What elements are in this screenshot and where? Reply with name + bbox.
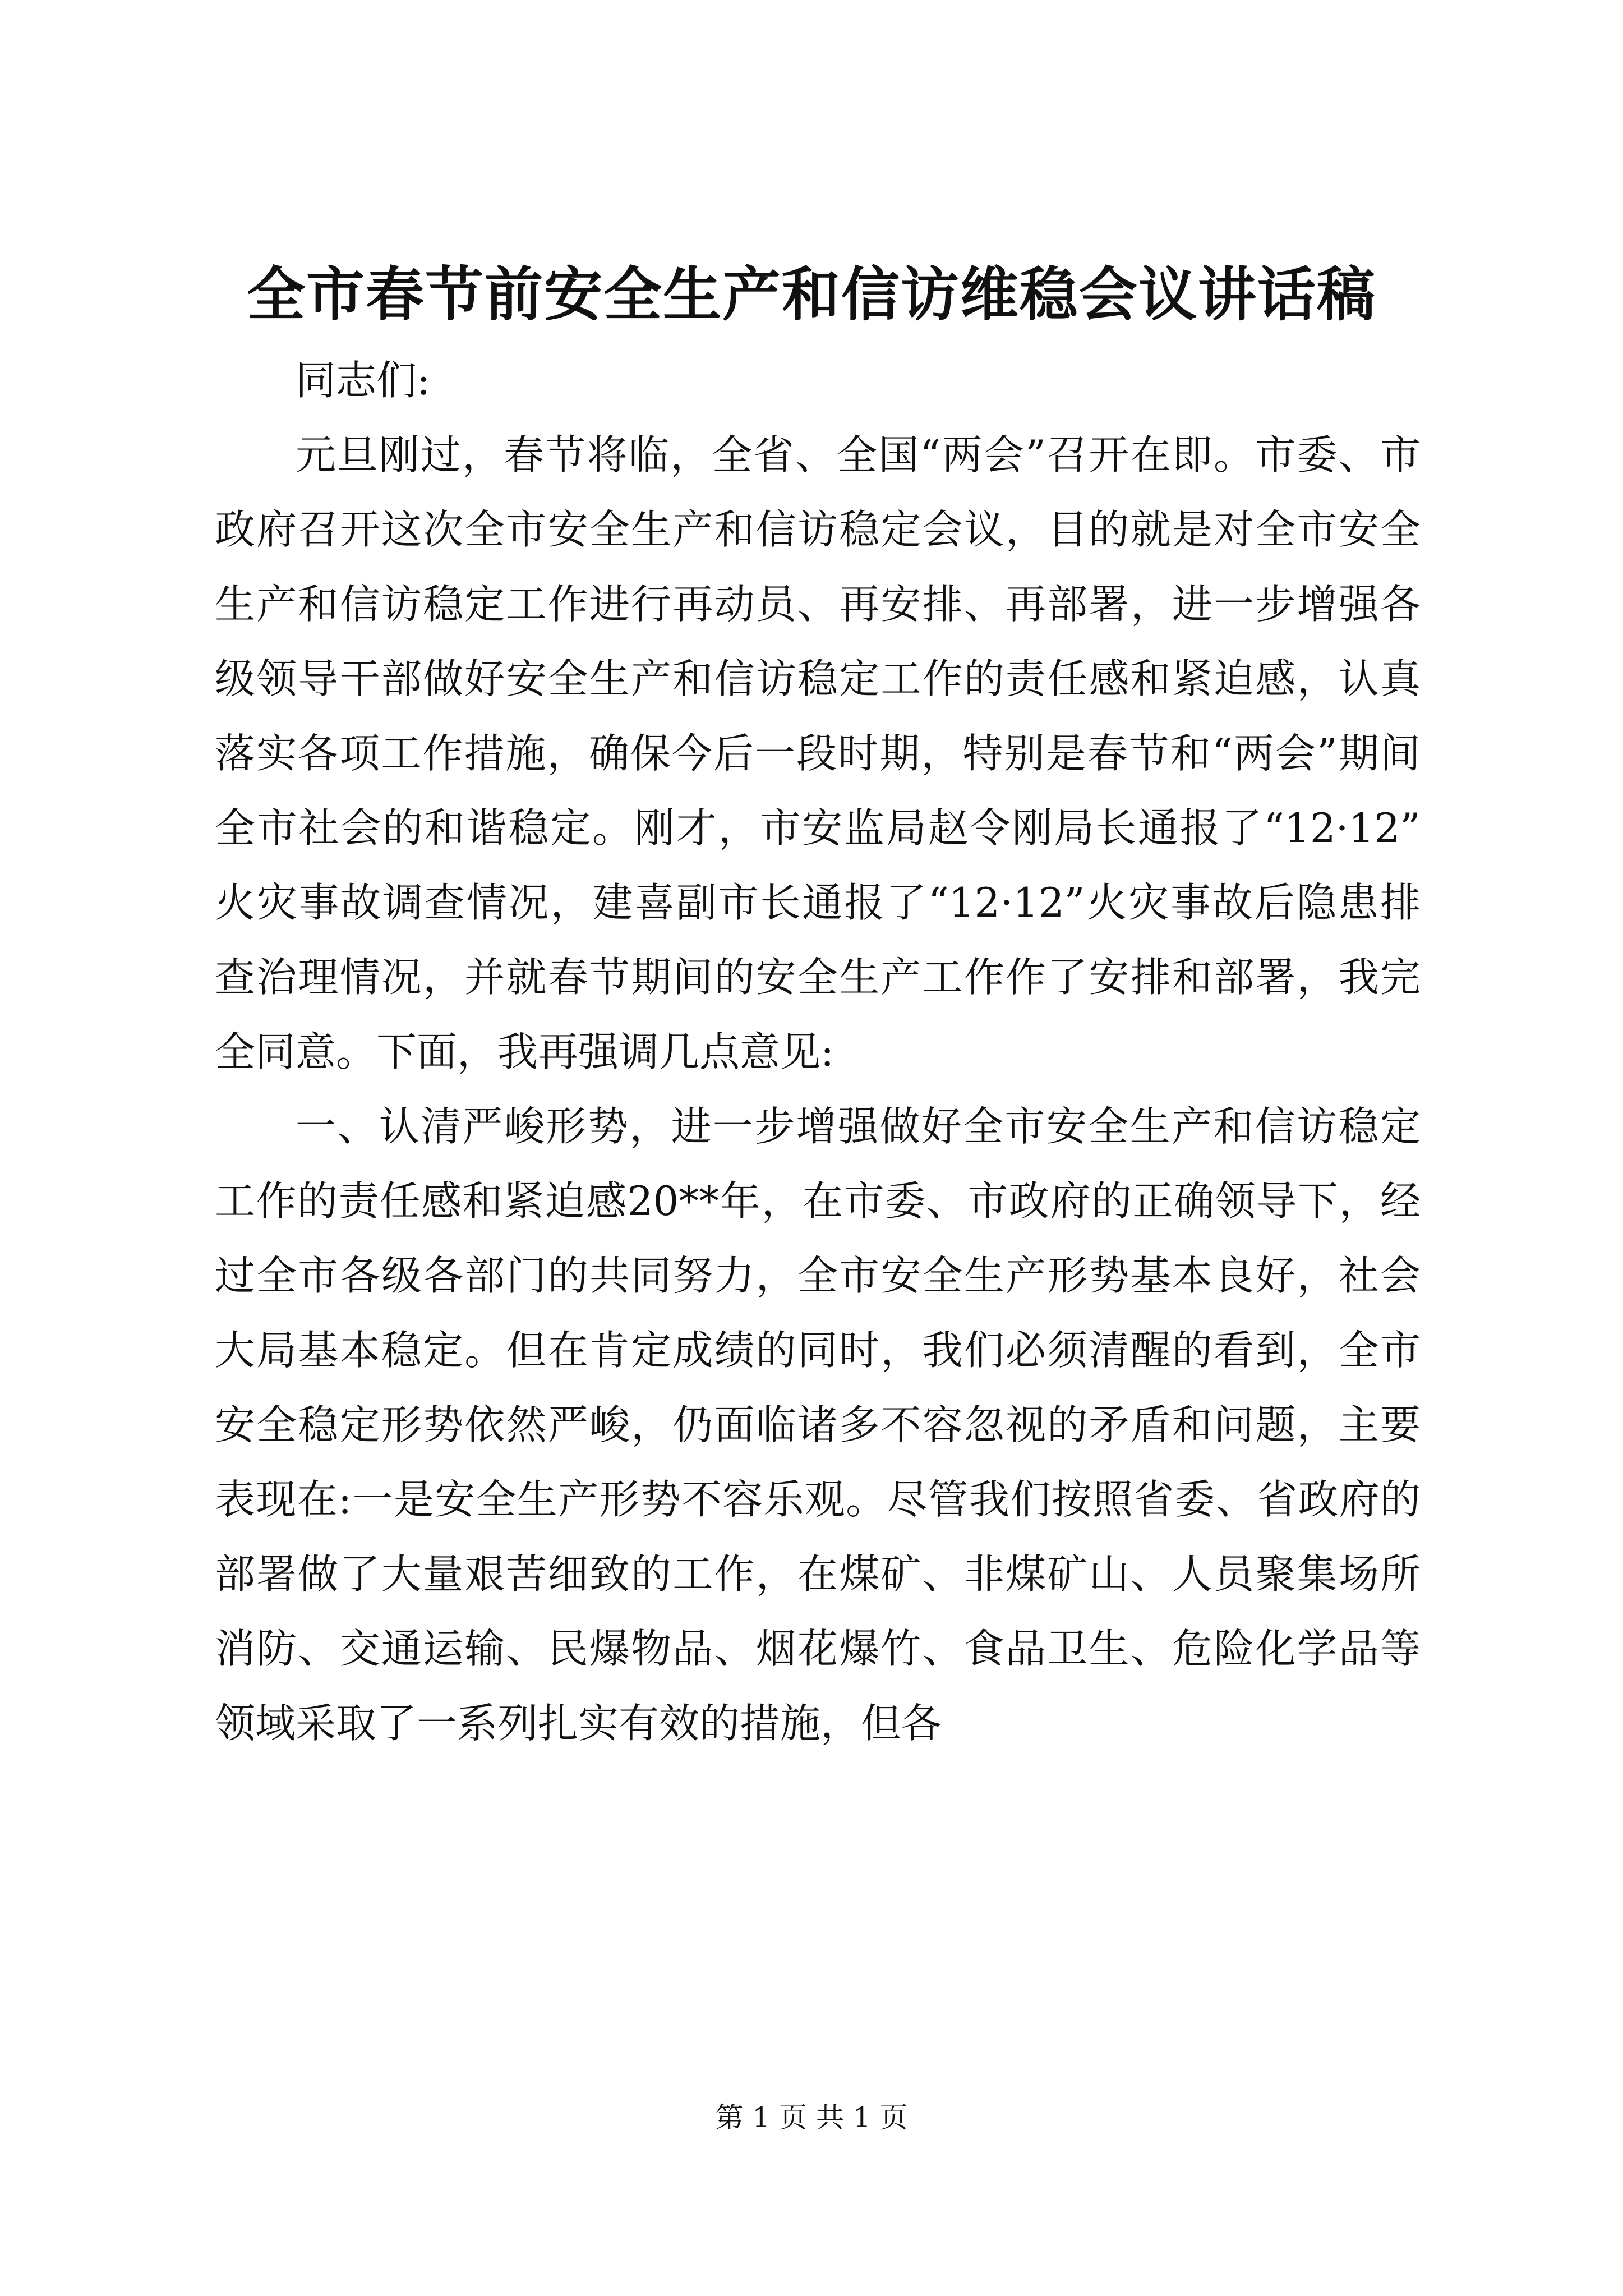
body-paragraph: 元旦刚过，春节将临，全省、全国“两会”召开在即。市委、市政府召开这次全市安全生产和信访稳定会议，目的就是对全市安全生产和信访稳定工作进行再动员、再安排、再部署，进一步增强各级领导干部做好安全生产和信访稳定工作的责任感和紧迫感，认真落实各项工作措施，确保今后一段时期，特别是春节和“两会”期间全市社会的和谐稳定。刚才，市安监局赵令刚局长通报了“12·12”火灾事故调查情况，建喜副市长通报了“12·12”火灾事故后隐患排查治理情况，并就春节期间的安全生产工作作了安排和部署，我完全同意。下面，我再强调几点意见: — [215, 431, 1421, 1075]
salutation-paragraph: 同志们: — [296, 357, 431, 404]
document-body — [215, 343, 1421, 1761]
page-footer: 第 1 页 共 1 页 — [715, 2101, 908, 2134]
body-paragraph: 一、认清严峻形势，进一步增强做好全市安全生产和信访稳定工作的责任感和紧迫感20**年，在市委、市政府的正确领导下，经过全市各级各部门的共同努力，全市安全生产形势基本良好，社会大局基本稳定。但在肯定成绩的同时，我们必须清醒的看到，全市安全稳定形势依然严峻，仍面临诸多不容忽视的矛盾和问题，主要表现在:一是安全生产形势不容乐观。尽管我们按照省委、省政府的部署做了大量艰苦细致的工作，在煤矿、非煤矿山、人员聚集场所消防、交通运输、民爆物品、烟花爆竹、食品卫生、危险化学品等领域采取了一系列扎实有效的措施，但各 — [215, 1103, 1421, 1747]
document-title: 全市春节前安全生产和信访维稳会议讲话稿 — [246, 260, 1376, 329]
